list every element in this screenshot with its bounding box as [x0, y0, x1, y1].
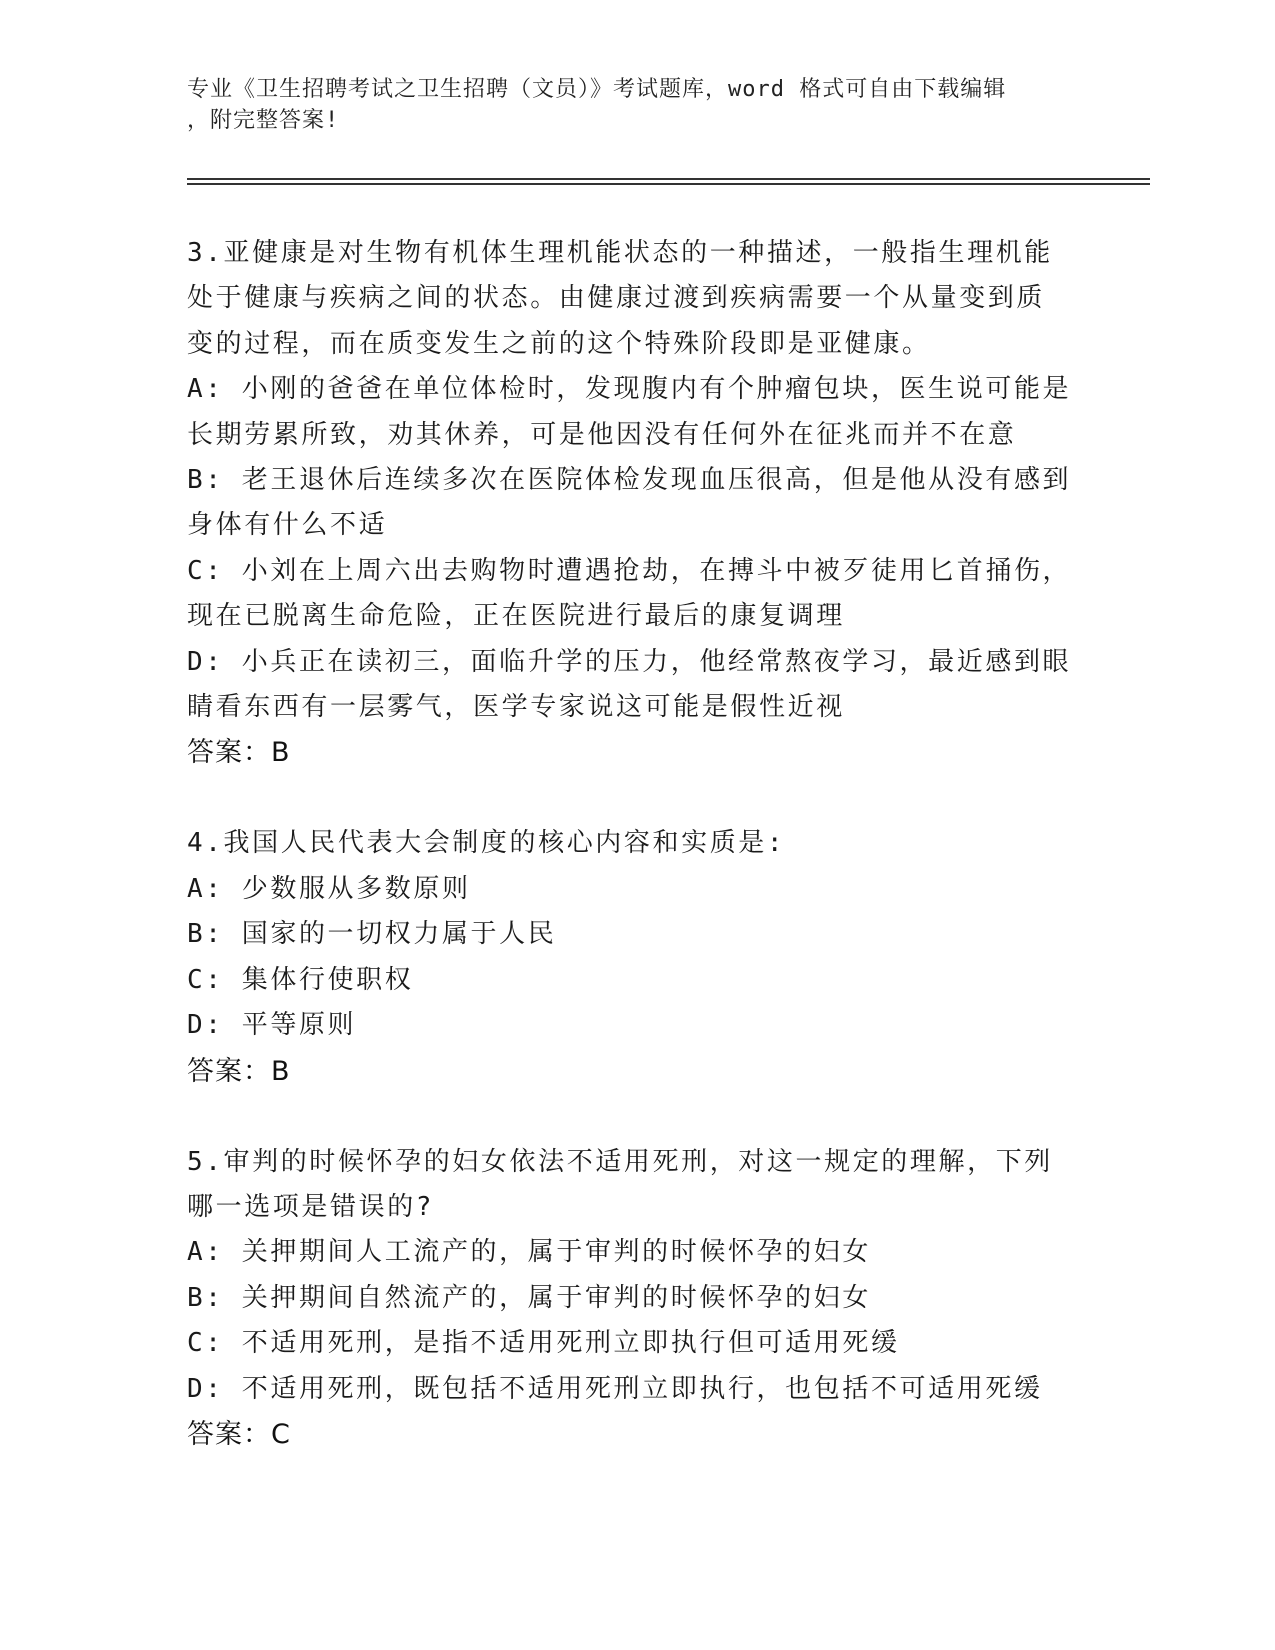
answer-option-line: D: 平等原则 — [187, 1010, 357, 1041]
question-stem-line: 哪一选项是错误的? — [187, 1191, 435, 1222]
answer-option — [187, 640, 1087, 731]
question-stem-line: 变的过程，而在质变发生之前的这个特殊阶段即是亚健康。 — [187, 328, 931, 359]
answer-option-line: A: 少数服从多数原则 — [187, 873, 471, 904]
question-block — [187, 1140, 1087, 1457]
answer-option — [187, 458, 1087, 549]
header-divider-top — [187, 178, 1150, 180]
answer-option — [187, 367, 1087, 458]
answer-option — [187, 1230, 1087, 1275]
document-header — [187, 74, 1067, 136]
question-stem-line: 4.我国人民代表大会制度的核心内容和实质是: — [187, 828, 786, 859]
answer-option-line: C: 小刘在上周六出去购物时遭遇抢劫，在搏斗中被歹徒用匕首捅伤， — [187, 555, 1072, 586]
question-list — [187, 231, 1087, 1503]
answer-option-line: D: 小兵正在读初三，面临升学的压力，他经常熬夜学习，最近感到眼 — [187, 646, 1072, 677]
question-block — [187, 821, 1087, 1093]
correct-answer: 答案：B — [187, 737, 291, 769]
question-stem-line: 5.审判的时候怀孕的妇女依法不适用死刑，对这一规定的理解，下列 — [187, 1146, 1053, 1177]
answer-option-line: 身体有什么不适 — [187, 510, 388, 541]
answer-option — [187, 1003, 1087, 1048]
answer-option — [187, 958, 1087, 1003]
question-stem-line: 3.亚健康是对生物有机体生理机能状态的一种描述，一般指生理机能 — [187, 238, 1053, 268]
answer-option-line: 睛看东西有一层雾气，医学专家说这可能是假性近视 — [187, 692, 845, 723]
answer-option-line: B: 国家的一切权力属于人民 — [187, 919, 557, 950]
answer-option — [187, 1276, 1087, 1321]
question-stem-line: 处于健康与疾病之间的状态。由健康过渡到疾病需要一个从量变到质 — [187, 283, 1046, 314]
question-block — [187, 231, 1087, 775]
answer-option-line: B: 关押期间自然流产的，属于审判的时候怀孕的妇女 — [187, 1282, 871, 1313]
answer-option — [187, 867, 1087, 912]
answer-option-line: B: 老王退休后连续多次在医院体检发现血压很高，但是他从没有感到 — [187, 465, 1072, 496]
answer-option-line: 现在已脱离生命危险，正在医院进行最后的康复调理 — [187, 601, 845, 632]
header-line-1: 专业《卫生招聘考试之卫生招聘（文员）》考试题库，word 格式可自由下载编辑 — [187, 77, 1007, 102]
header-divider-bottom — [187, 183, 1150, 185]
answer-option-line: 长期劳累所致，劝其休养，可是他因没有任何外在征兆而并不在意 — [187, 419, 1017, 450]
correct-answer: 答案：C — [187, 1418, 291, 1450]
answer-option-line: C: 不适用死刑，是指不适用死刑立即执行但可适用死缓 — [187, 1328, 900, 1359]
answer-option — [187, 549, 1087, 640]
answer-option-line: C: 集体行使职权 — [187, 964, 414, 995]
header-line-2: ，附完整答案! — [187, 108, 340, 133]
answer-option — [187, 912, 1087, 957]
answer-option-line: D: 不适用死刑，既包括不适用死刑立即执行，也包括不可适用死缓 — [187, 1373, 1043, 1404]
answer-option — [187, 1321, 1087, 1366]
correct-answer: 答案：B — [187, 1055, 291, 1087]
answer-option — [187, 1367, 1087, 1412]
answer-option-line: A: 关押期间人工流产的，属于审判的时候怀孕的妇女 — [187, 1237, 871, 1268]
answer-option-line: A: 小刚的爸爸在单位体检时，发现腹内有个肿瘤包块，医生说可能是 — [187, 374, 1072, 405]
